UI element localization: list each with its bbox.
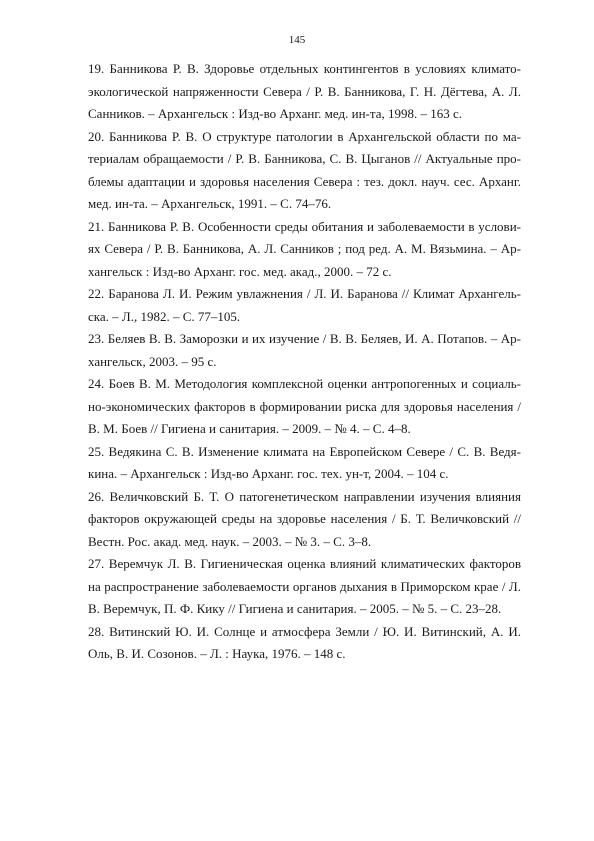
reference-item: 28. Витинский Ю. И. Солнце и атмосфера Земли / Ю. И. Витинский, А. И. Оль, В. И. Созонов. – Л. : Наука, 1976. – 148 с.: [88, 623, 521, 661]
reference-item: 25. Ведякина С. В. Изменение климата на Европейском Севере / С. В. Ведякина. – Архангельск : Изд-во Арханг. гос. тех. ун-т, 2004. – 104 с.: [88, 443, 521, 481]
reference-item: 23. Беляев В. В. Заморозки и их изучение / В. В. Беляев, И. А. Потапов. – Архангельск, 2003. – 95 с.: [88, 331, 521, 369]
reference-list: [88, 58, 521, 666]
reference-item: 24. Боев В. М. Методология комплексной оценки антропогенных и социально-экономических факторов в формировании риска для здоровья населения / В. М. Боев // Гигиена и санитария. – 2009. – № 4. – С. 4–8.: [88, 376, 521, 436]
reference-item: 26. Величковский Б. Т. О патогенетическом направлении изучения влияния факторов окружающей среды на здоровье населения / Б. Т. Величковский // Вестн. Рос. акад. мед. наук. – 2003. – № 3. – С. 3–8.: [88, 488, 521, 549]
reference-item: 22. Баранова Л. И. Режим увлажнения / Л. И. Баранова // Климат Архангельска. – Л., 1982. – С. 77–105.: [88, 286, 521, 324]
reference-item: 19. Банникова Р. В. Здоровье отдельных контингентов в условиях климато-экологической напряженности Севера / Р. В. Банникова, Г. Н. Дёгтева, А. Л. Санников. – Архангельск : Изд-во Арханг. мед. ин-та, 1998. – 163 с.: [88, 61, 521, 121]
reference-item: 27. Веремчук Л. В. Гигиеническая оценка влияний климатических факторов на распространение заболеваемости органов дыхания в Приморском крае / Л. В. Веремчук, П. Ф. Кику // Гигиена и санитария. – 2005. – № 5. – С. 23–28.: [88, 556, 521, 616]
page-number: 145: [288, 34, 306, 46]
reference-item: 20. Банникова Р. В. О структуре патологии в Архангельской области по материалам обращаемости / Р. В. Банникова, С. В. Цыганов // Актуальные проблемы адаптации и здоровья населения Севера : тез. докл. науч. сес. Арханг. мед. ин-та. – Архангельск, 1991. – С. 74–76.: [88, 128, 521, 211]
reference-item: 21. Банникова Р. В. Особенности среды обитания и заболеваемости в условиях Севера / Р. В. Банникова, А. Л. Санников ; под ред. А. М. Вязьмина. – Архангельск : Изд-во Арханг. гос. мед. акад., 2000. – 72 с.: [88, 218, 521, 279]
